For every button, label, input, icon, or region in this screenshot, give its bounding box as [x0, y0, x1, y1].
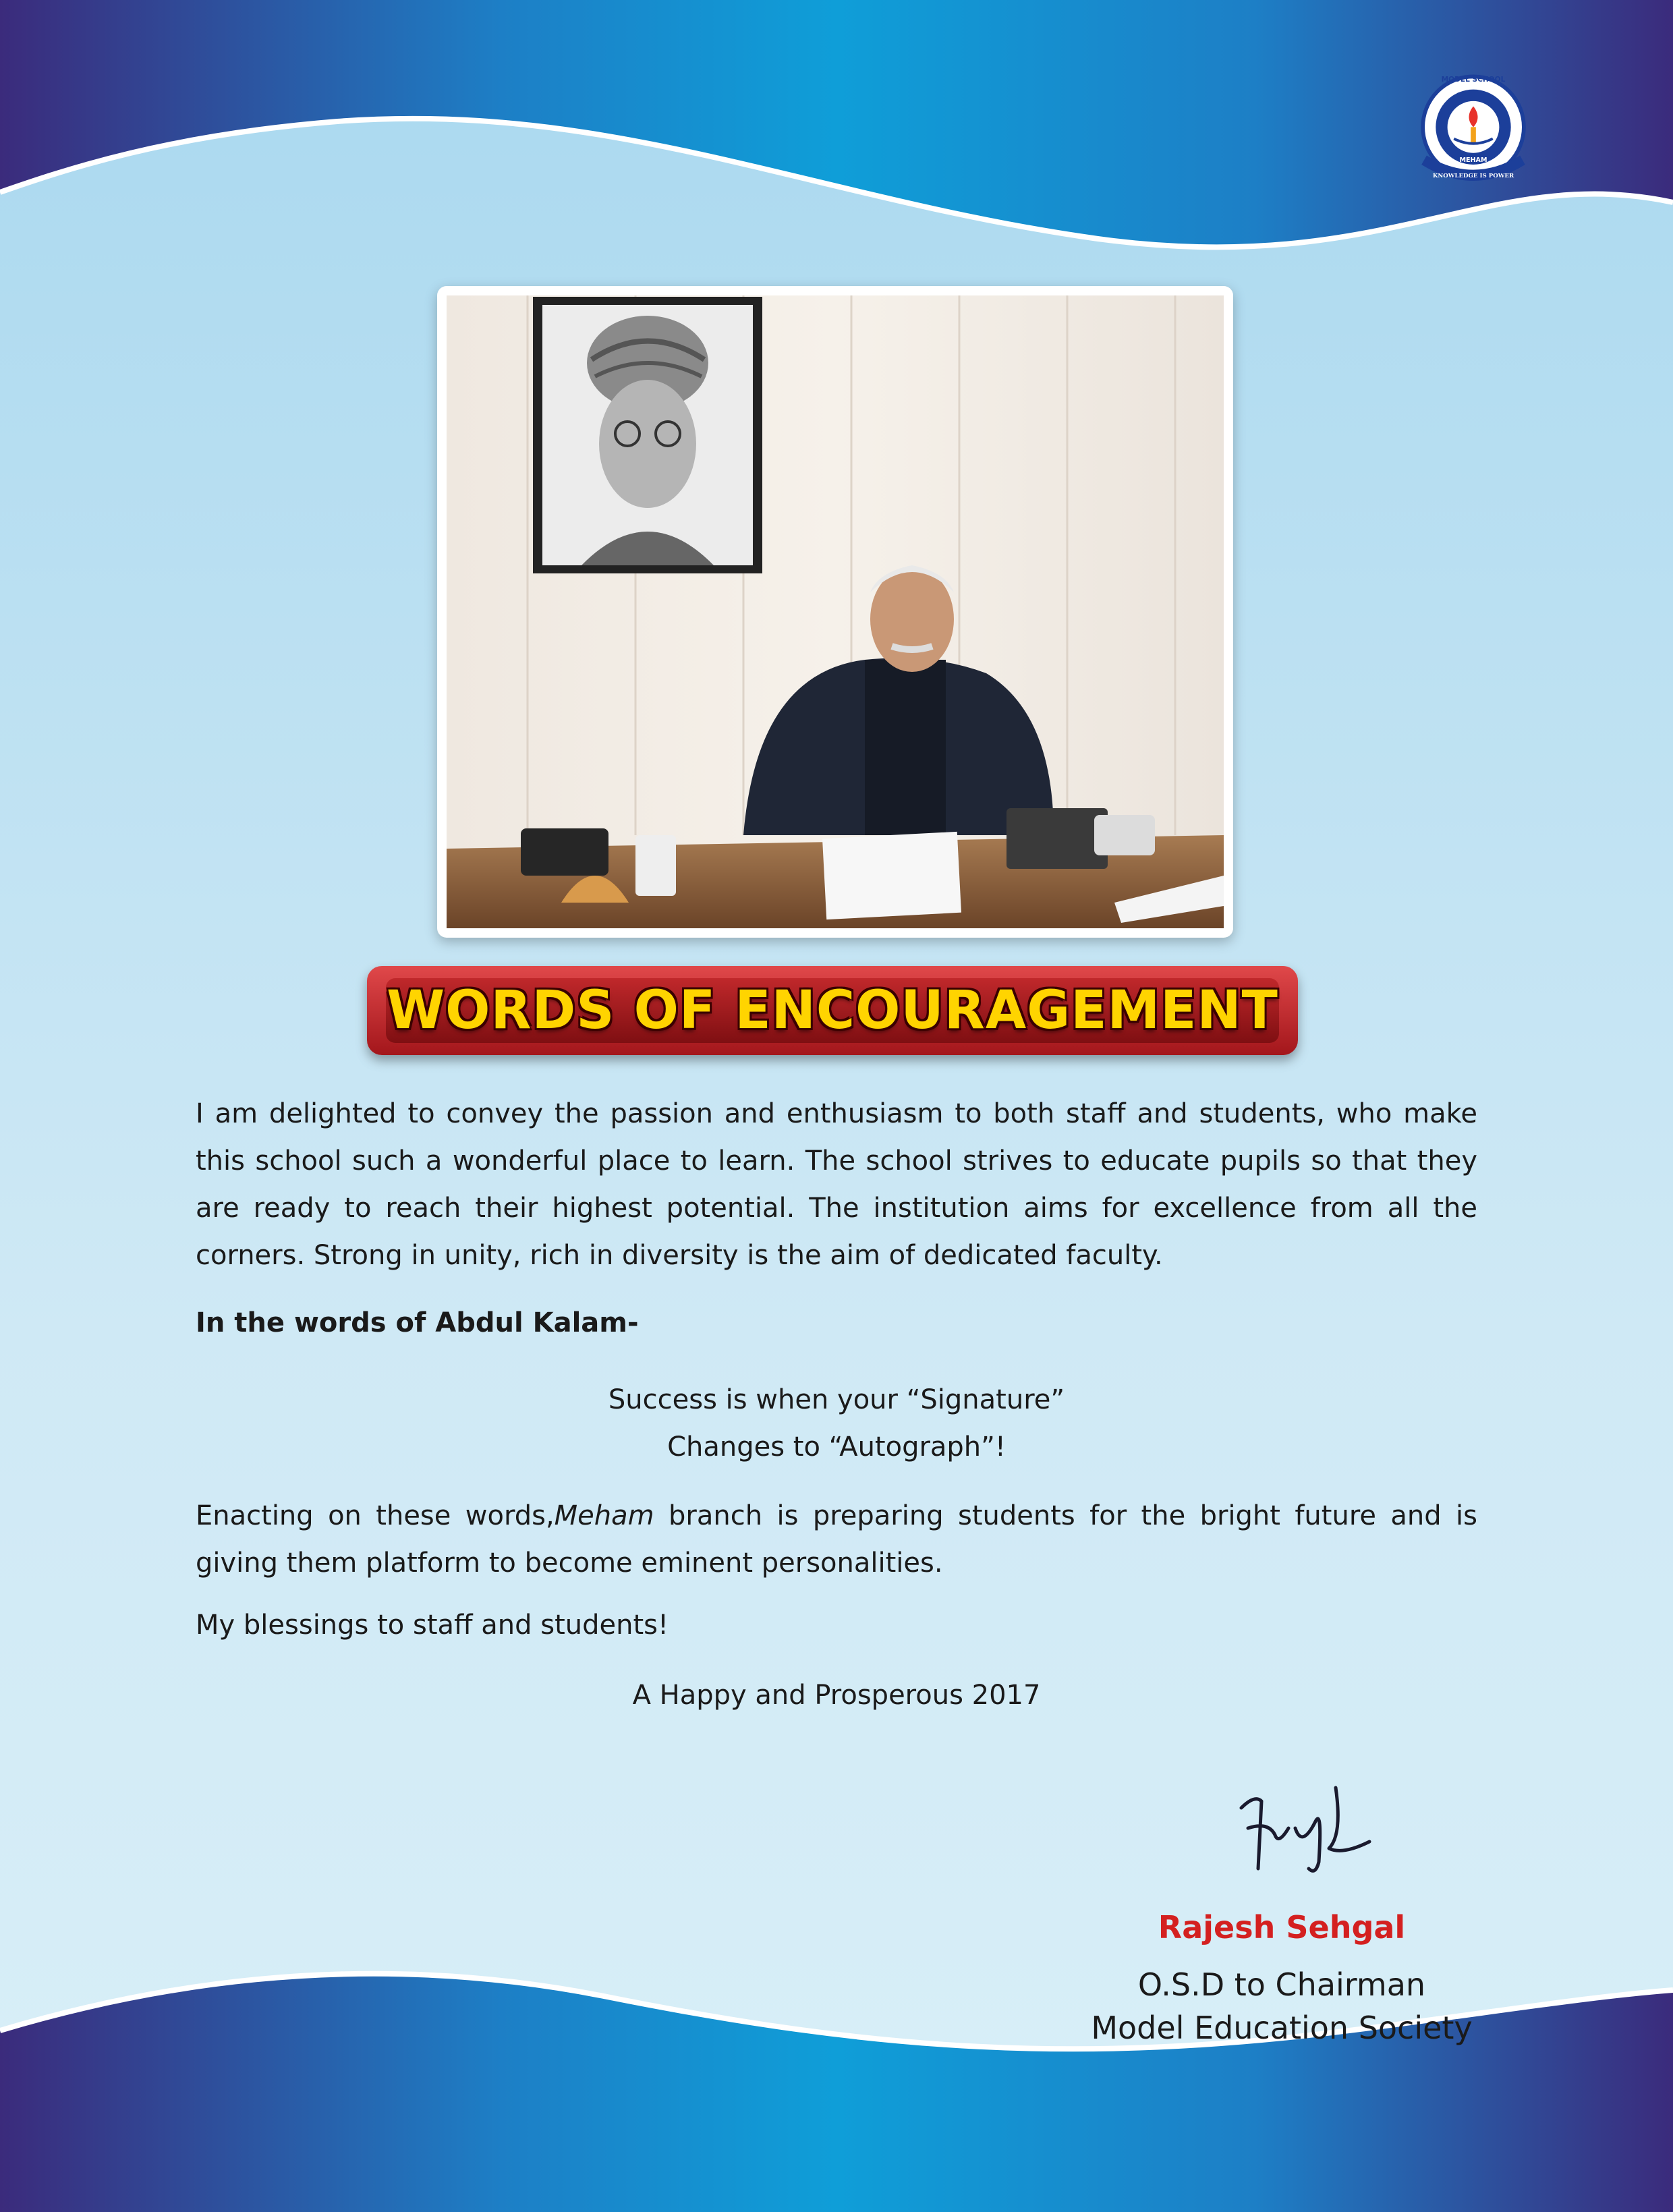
quote-line-1: Success is when your “Signature” — [608, 1384, 1065, 1415]
framed-portrait-sketch — [533, 297, 762, 573]
signatory-title-line-1: O.S.D to Chairman — [1137, 1966, 1426, 2003]
logo-motto-text: KNOWLEDGE IS POWER — [1432, 173, 1514, 180]
new-year-wish: A Happy and Prosperous 2017 — [632, 1680, 1041, 1711]
title-banner — [367, 966, 1298, 1055]
signatory-title — [1039, 1963, 1525, 2049]
signatory-name: Rajesh Sehgal — [1158, 1909, 1406, 1946]
signatory-title-line-2: Model Education Society — [1091, 2010, 1473, 2046]
quote-line-2: Changes to “Autograph”! — [667, 1431, 1006, 1463]
photo-frame — [437, 286, 1233, 938]
message-paragraph-3: My blessings to staff and students! — [196, 1610, 669, 1641]
branch-name: Meham — [554, 1500, 654, 1531]
title-banner-inner — [386, 978, 1279, 1043]
handwritten-signature — [1228, 1781, 1376, 1882]
message-paragraph-1: I am delighted to convey the passion and enthusiasm to both staff and students, who make this school such a wonderful place to learn. The school strives to educate pupils so that they are ready to reach their highest potential. The institution aims for excellence from all the corners. Strong in unity, rich in diversity is the aim of dedicated faculty. — [196, 1098, 1477, 1271]
logo-top-text: MODEL SCHOOL — [1441, 76, 1506, 84]
message-paragraph-2 — [196, 1492, 1477, 1587]
signatory-photo — [447, 295, 1224, 928]
kalam-quote — [196, 1376, 1477, 1471]
banner-title: WORDS OF ENCOURAGEMENT — [387, 980, 1278, 1041]
quote-intro: In the words of Abdul Kalam- — [196, 1307, 639, 1338]
school-logo-emblem — [1409, 67, 1538, 197]
paragraph-2-end: branch is preparing students for the bright future and is giving them platform to become eminent personalities. — [196, 1500, 1477, 1579]
logo-place-text: MEHAM — [1459, 157, 1487, 165]
paragraph-2-start: Enacting on these words, — [196, 1500, 555, 1531]
